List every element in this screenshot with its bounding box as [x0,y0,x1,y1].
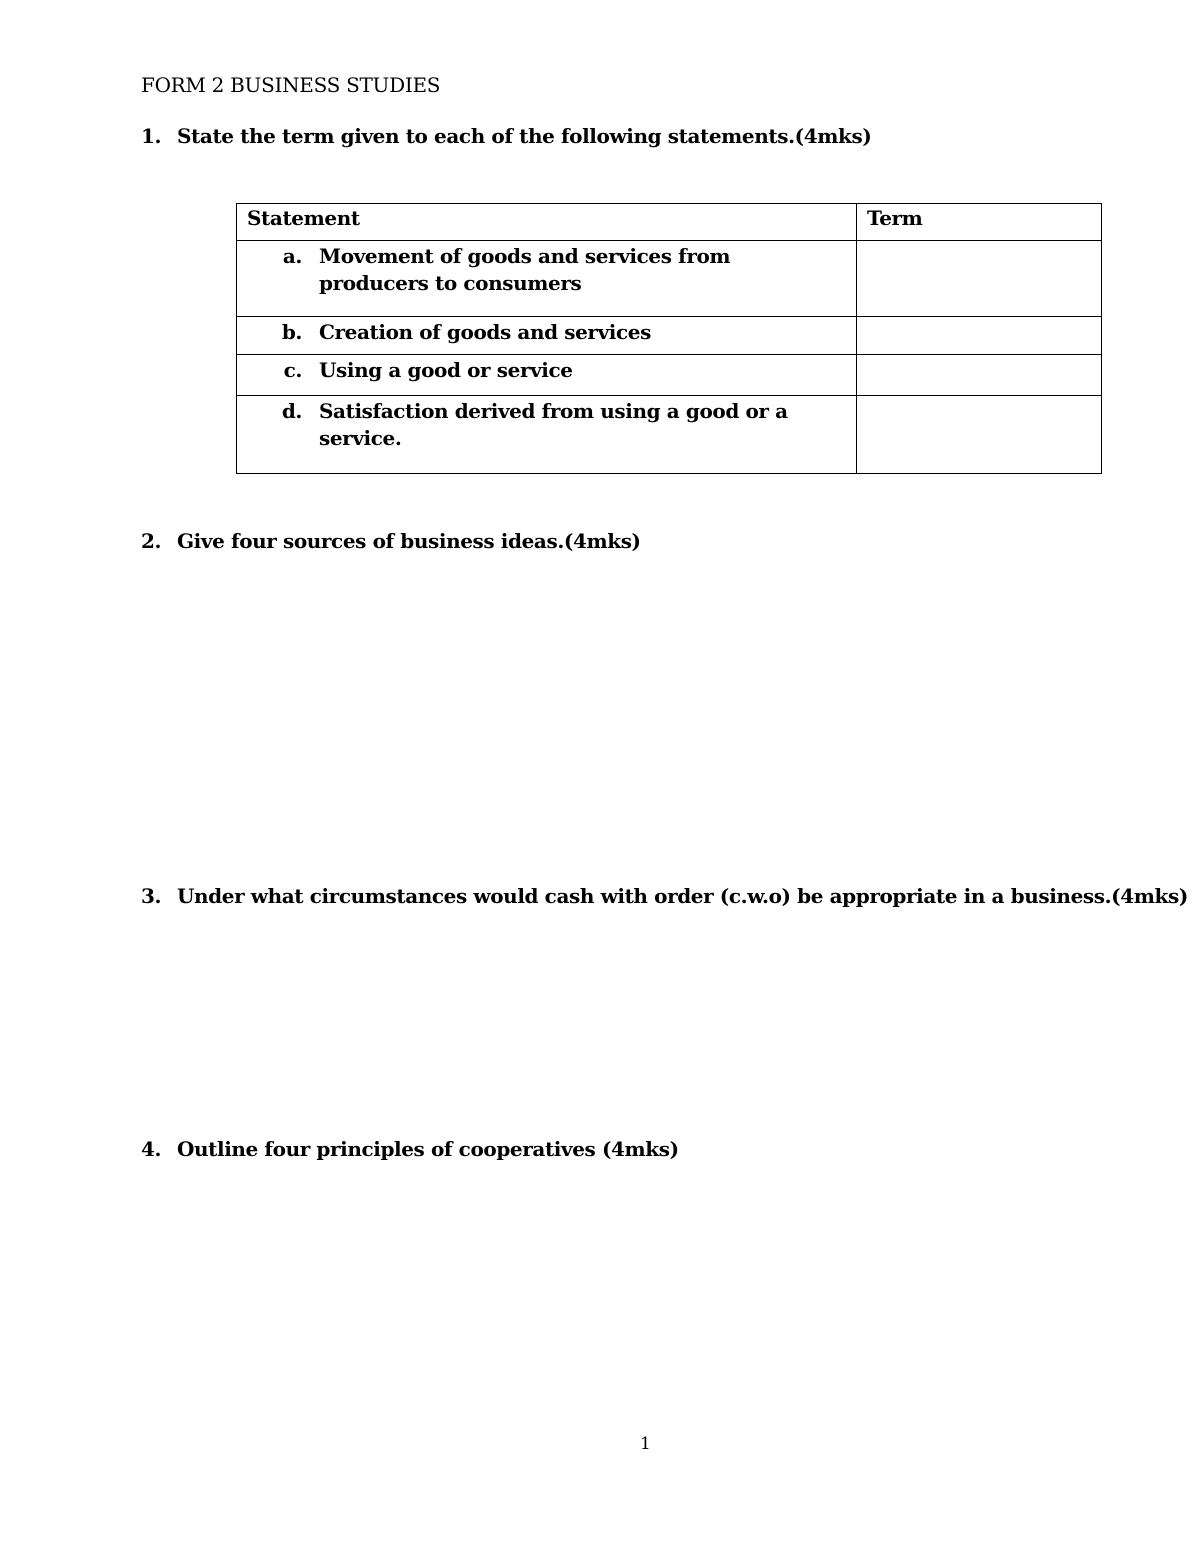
statement-cell [237,396,857,474]
question-2 [141,529,641,553]
table-row [237,355,1102,396]
question-number: 2. [141,529,162,553]
question-number: 1. [141,124,162,148]
question-1 [141,124,871,148]
table-row [237,396,1102,474]
statement-cell [237,241,857,317]
question-text: Outline four principles of cooperatives (4mks) [177,1137,679,1161]
term-cell[interactable] [857,317,1102,355]
item-letter: a. [282,244,302,268]
question-text: Give four sources of business ideas.(4mks) [177,529,641,553]
table-header-row [237,204,1102,241]
statement-text: Movement of goods and services from producers to consumers [319,244,731,295]
table-row [237,241,1102,317]
question-number: 3. [141,884,162,908]
page-number: 1 [640,1434,651,1454]
question-number: 4. [141,1137,162,1161]
question-4 [141,1137,679,1161]
header-term: Term [857,204,1102,241]
question-3 [141,884,1188,908]
term-cell[interactable] [857,241,1102,317]
question-text: State the term given to each of the following statements.(4mks) [177,124,872,148]
statement-cell [237,317,857,355]
statement-text: Satisfaction derived from using a good or a service. [319,399,788,450]
item-letter: d. [281,399,302,423]
terms-table [236,203,1102,474]
question-text: Under what circumstances would cash with order (c.w.o) be appropriate in a business.(4mks) [177,884,1188,908]
page-title: FORM 2 BUSINESS STUDIES [141,73,441,97]
statement-text: Creation of goods and services [319,320,651,344]
statement-text: Using a good or service [319,358,573,382]
item-letter: b. [281,320,302,344]
header-statement: Statement [237,204,857,241]
term-cell[interactable] [857,355,1102,396]
statement-cell [237,355,857,396]
item-letter: c. [283,358,302,382]
term-cell[interactable] [857,396,1102,474]
table-row [237,317,1102,355]
